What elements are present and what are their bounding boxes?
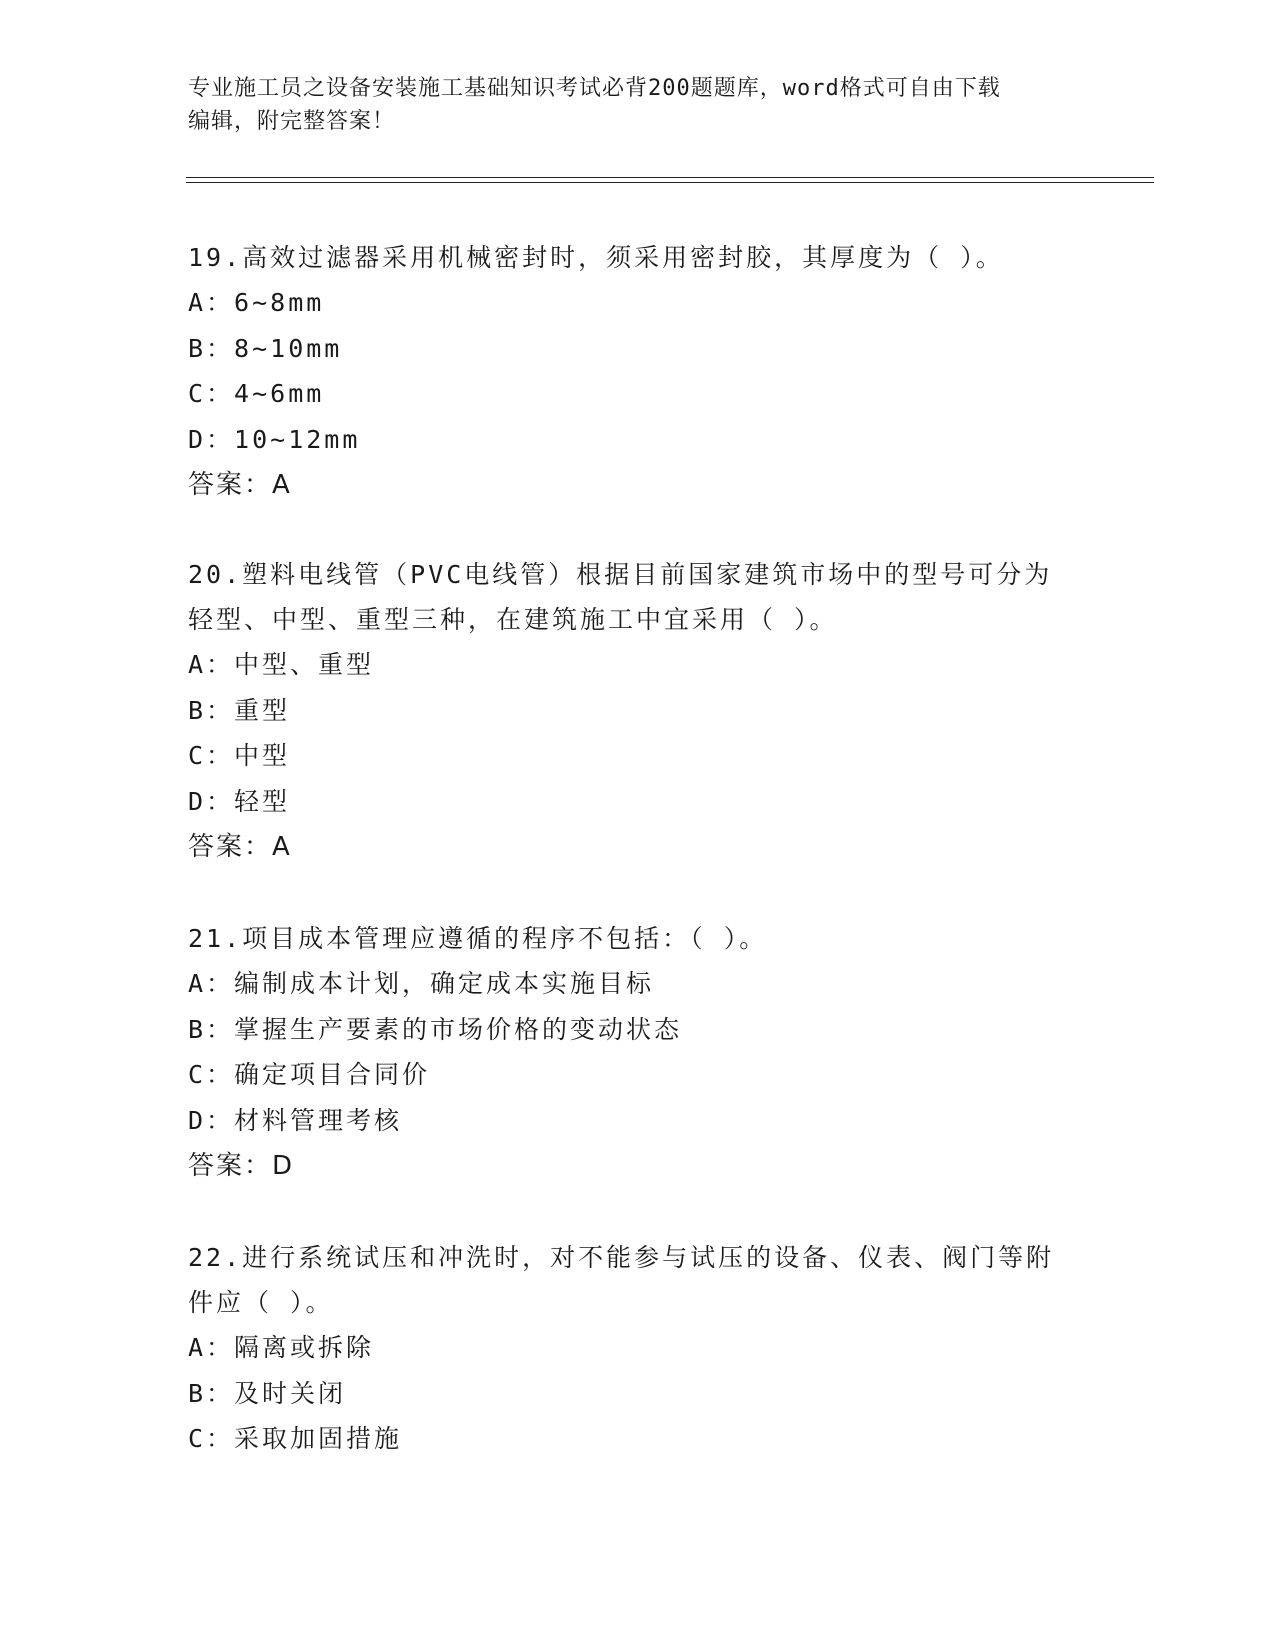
option-a: A：6~8mm <box>188 288 325 317</box>
option-b: B：重型 <box>188 695 291 725</box>
option-c: C：中型 <box>188 741 291 770</box>
option-c: C：4~6mm <box>188 379 325 408</box>
answer: 答案：D <box>188 1151 295 1181</box>
question-title-line: 件应（ ）。 <box>188 1288 334 1317</box>
header-line-2: 编辑，附完整答案！ <box>188 109 396 134</box>
question-title-line: 20.塑料电线管（PVC电线管）根据目前国家建筑市场中的型号可分为 <box>188 560 1053 589</box>
question-title-line: 21.项目成本管理应遵循的程序不包括：（ ）。 <box>188 924 768 953</box>
option-a: A：中型、重型 <box>188 650 375 679</box>
answer: 答案：A <box>188 470 292 500</box>
question-21 <box>188 916 1088 1189</box>
option-d: D：材料管理考核 <box>188 1105 403 1135</box>
option-b: B：及时关闭 <box>188 1378 347 1408</box>
question-22 <box>188 1235 1088 1462</box>
document-header <box>188 72 1068 138</box>
header-divider-bottom <box>186 182 1154 183</box>
header-line-1: 专业施工员之设备安装施工基础知识考试必背200题题库，word格式可自由下载 <box>188 76 1001 101</box>
answer: 答案：A <box>188 832 292 862</box>
question-title-line: 19.高效过滤器采用机械密封时，须采用密封胶，其厚度为（ ）。 <box>188 243 1004 272</box>
option-c: C：采取加固措施 <box>188 1424 403 1453</box>
question-20 <box>188 552 1088 870</box>
header-divider-top <box>186 177 1154 178</box>
option-d: D：10~12mm <box>188 424 361 454</box>
question-19 <box>188 235 1088 508</box>
option-a: A：编制成本计划，确定成本实施目标 <box>188 969 655 998</box>
option-b: B：8~10mm <box>188 333 343 363</box>
option-b: B：掌握生产要素的市场价格的变动状态 <box>188 1014 683 1044</box>
question-title-line: 轻型、中型、重型三种，在建筑施工中宜采用（ ）。 <box>188 605 838 634</box>
option-a: A：隔离或拆除 <box>188 1333 375 1362</box>
option-c: C：确定项目合同价 <box>188 1060 431 1089</box>
option-d: D：轻型 <box>188 786 291 816</box>
question-title-line: 22.进行系统试压和冲洗时，对不能参与试压的设备、仪表、阀门等附 <box>188 1243 1055 1272</box>
